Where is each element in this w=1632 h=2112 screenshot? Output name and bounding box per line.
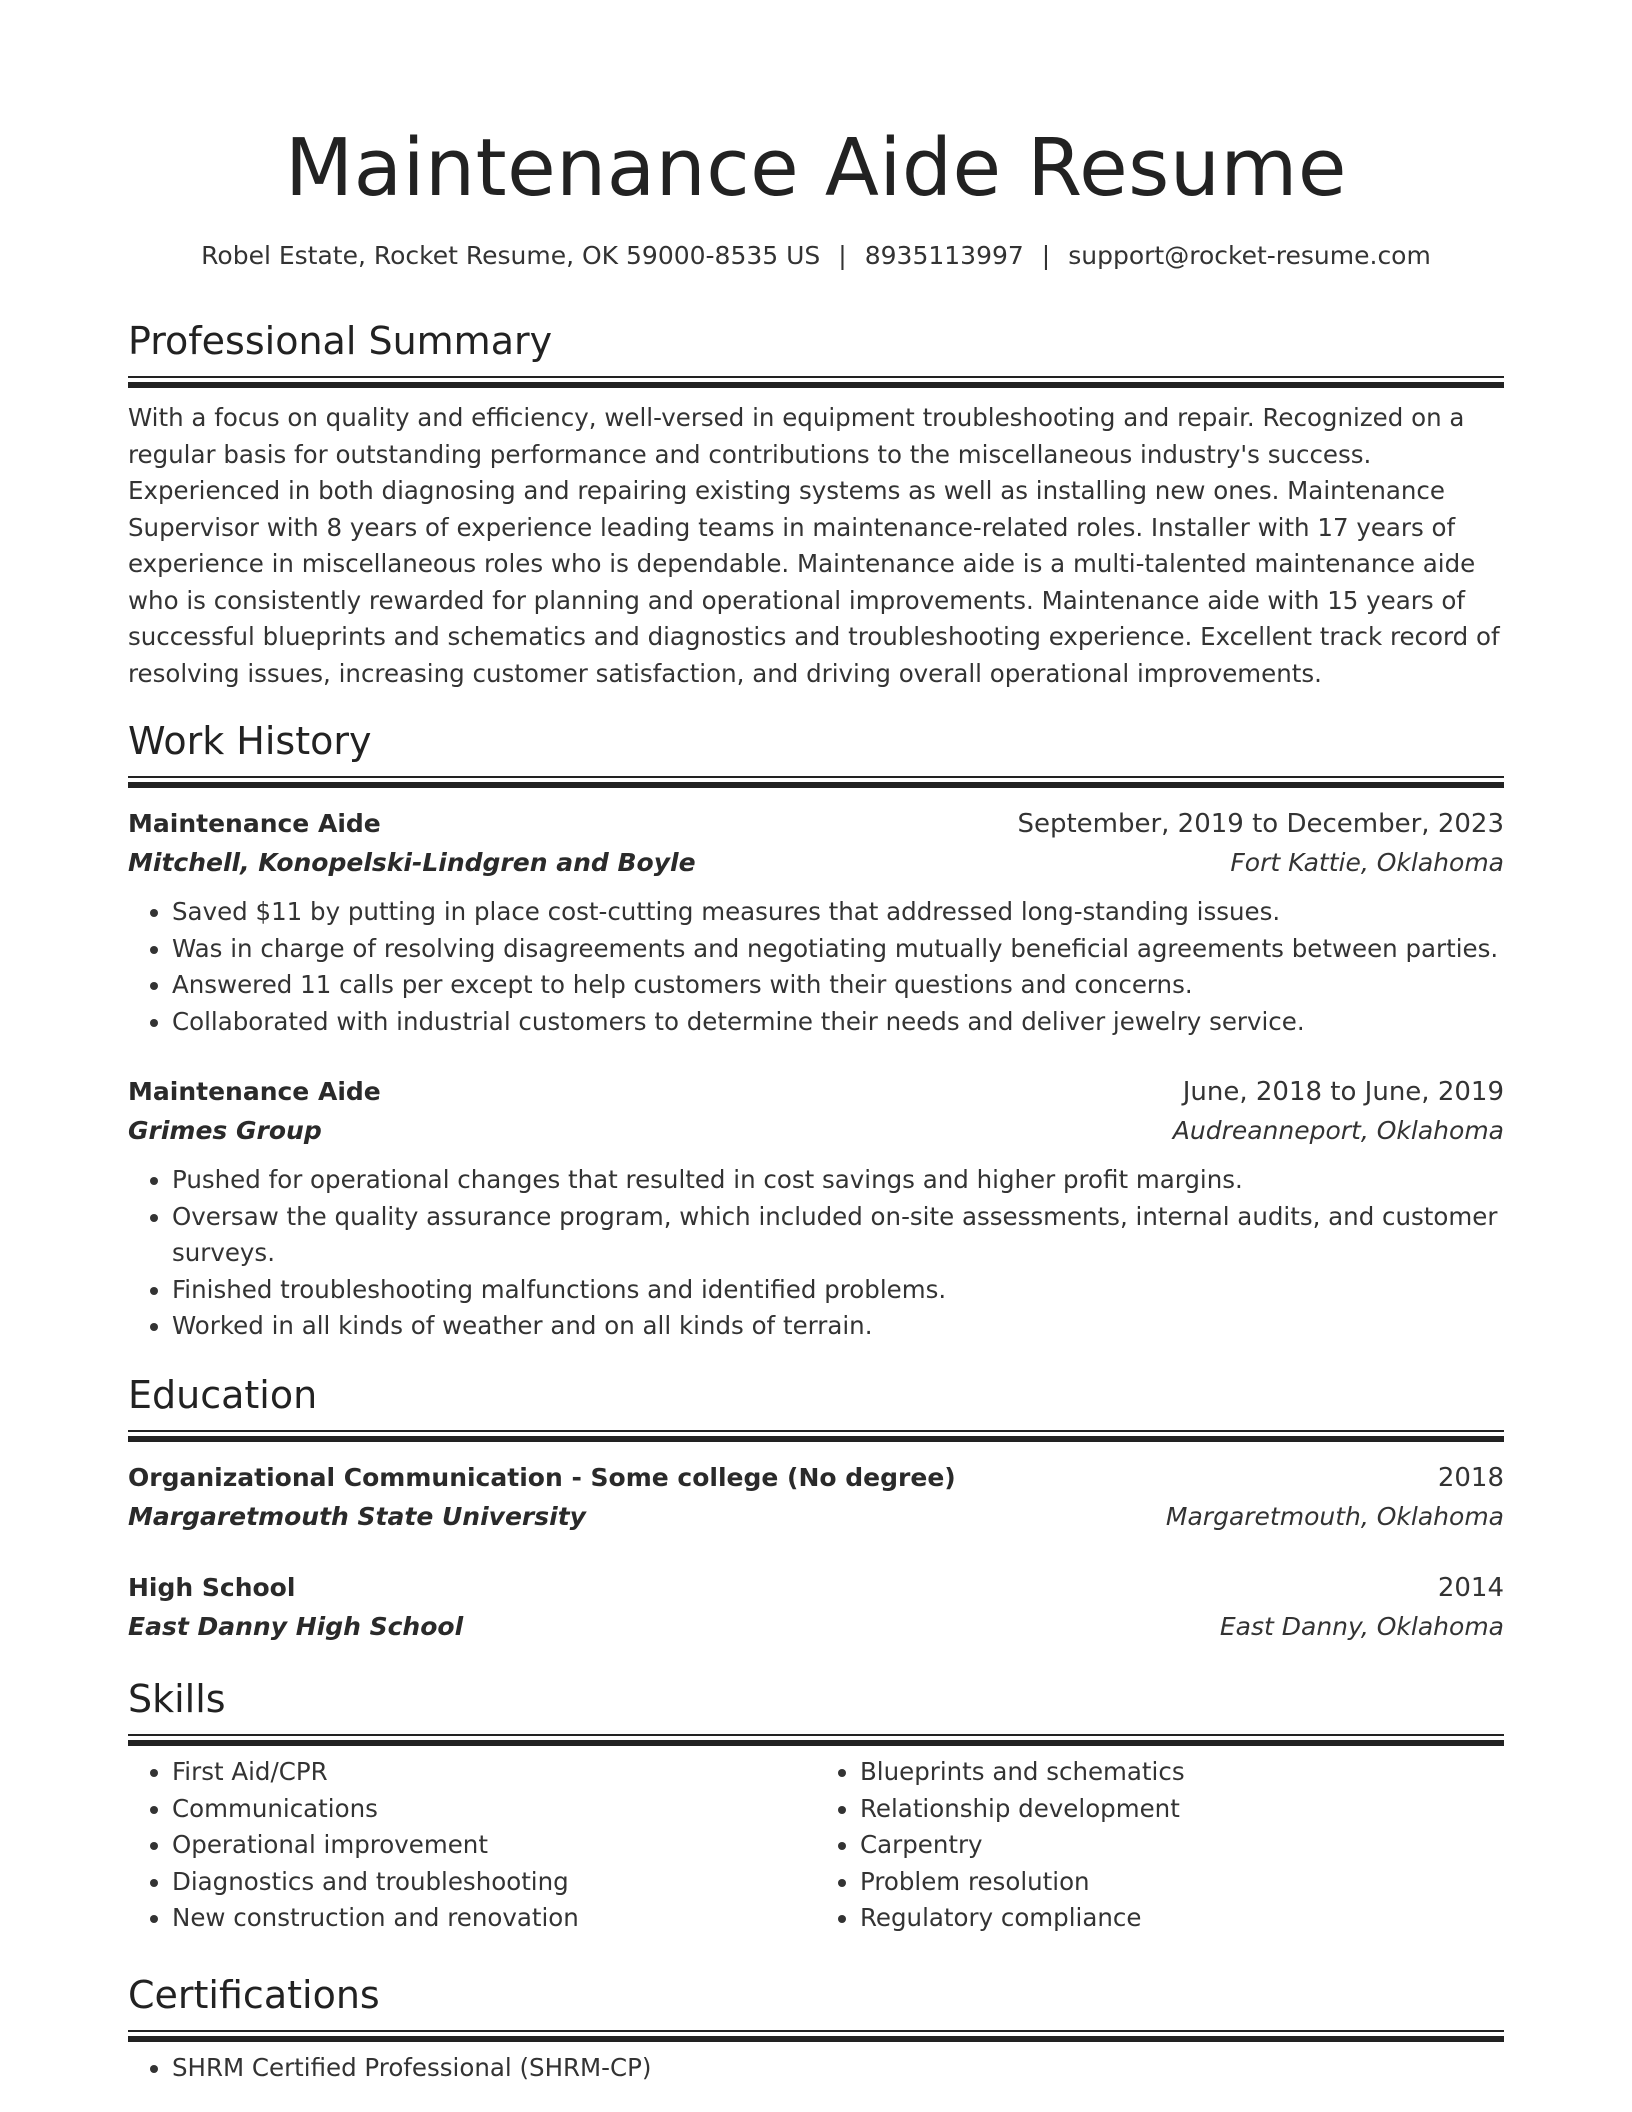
job-dates: September, 2019 to December, 2023 bbox=[1017, 809, 1504, 839]
job-entry bbox=[128, 1072, 1504, 1345]
contact-separator: | bbox=[838, 241, 847, 270]
skills-grid bbox=[128, 1754, 1504, 1937]
certifications-section bbox=[128, 1970, 1504, 2087]
skills-column-right bbox=[816, 1754, 1504, 1937]
certification-item: • SHRM Certified Professional (SHRM-CP) bbox=[172, 2050, 1504, 2087]
certifications-heading: Certifications bbox=[128, 1973, 380, 2017]
skill-item: • Communications bbox=[172, 1791, 816, 1828]
education-degree: Organizational Communication - Some college (No degree) bbox=[128, 1463, 956, 1492]
skills-heading: Skills bbox=[128, 1677, 226, 1721]
certifications-list bbox=[128, 2050, 1504, 2087]
job-bullet: • Saved $11 by putting in place cost-cutting measures that addressed long-standing issues. bbox=[172, 894, 1504, 931]
job-entry bbox=[128, 804, 1504, 1040]
job-company: Grimes Group bbox=[128, 1116, 322, 1145]
job-bullets bbox=[128, 1162, 1504, 1345]
job-dates: June, 2018 to June, 2019 bbox=[1182, 1077, 1504, 1107]
job-company: Mitchell, Konopelski-Lindgren and Boyle bbox=[128, 848, 696, 877]
job-bullet: • Finished troubleshooting malfunctions and identified problems. bbox=[172, 1272, 1504, 1309]
job-bullet: • Answered 11 calls per except to help customers with their questions and concerns. bbox=[172, 967, 1504, 1004]
contact-separator: | bbox=[1041, 241, 1051, 270]
job-bullet: • Was in charge of resolving disagreements and negotiating mutually beneficial agreements between parties. bbox=[172, 931, 1504, 968]
education-entry bbox=[128, 1458, 1504, 1536]
skill-item: • Problem resolution bbox=[860, 1864, 1504, 1901]
contact-email: support@rocket-resume.com bbox=[1068, 241, 1431, 270]
skills-section bbox=[128, 1674, 1504, 1937]
skill-item: • Diagnostics and troubleshooting bbox=[172, 1864, 816, 1901]
summary-text: With a focus on quality and efficiency, well-versed in equipment troubleshooting and repair. Recognized on a regular basis for outstanding performance and contributions to the miscellaneous industry's success. Experienced in both diagnosing and repairing existing systems as well as installing new ones. Maintenance Supervisor with 8 years of experience leading teams in maintenance-related roles. Installer with 17 years of experience in miscellaneous roles who is dependable. Maintenance aide is a multi-talented maintenance aide who is consistently rewarded for planning and operational improvements. Maintenance aide with 15 years of successful blueprints and schematics and diagnostics and troubleshooting experience. Excellent track record of resolving issues, increasing customer satisfaction, and driving overall operational improvements. bbox=[128, 403, 1500, 688]
skill-item: • New construction and renovation bbox=[172, 1900, 816, 1937]
job-location: Audreanneport, Oklahoma bbox=[1172, 1116, 1504, 1145]
contact-line bbox=[128, 238, 1504, 274]
education-degree: High School bbox=[128, 1573, 296, 1602]
education-school: Margaretmouth State University bbox=[128, 1502, 586, 1531]
skill-item: • Carpentry bbox=[860, 1827, 1504, 1864]
job-bullets bbox=[128, 894, 1504, 1040]
education-heading: Education bbox=[128, 1373, 318, 1417]
education-section bbox=[128, 1370, 1504, 1646]
job-title: Maintenance Aide bbox=[128, 1077, 381, 1106]
work-history-section bbox=[128, 716, 1504, 1345]
job-title: Maintenance Aide bbox=[128, 809, 381, 838]
education-location: East Danny, Oklahoma bbox=[1219, 1612, 1504, 1641]
skill-item: • First Aid/CPR bbox=[172, 1754, 816, 1791]
job-location: Fort Kattie, Oklahoma bbox=[1230, 848, 1504, 877]
skill-item: • Blueprints and schematics bbox=[860, 1754, 1504, 1791]
job-bullet: • Collaborated with industrial customers to determine their needs and deliver jewelry service. bbox=[172, 1004, 1504, 1041]
education-entry bbox=[128, 1568, 1504, 1646]
skill-item: • Regulatory compliance bbox=[860, 1900, 1504, 1937]
section-divider bbox=[128, 376, 1504, 390]
education-year: 2014 bbox=[1437, 1573, 1504, 1603]
job-bullet: • Worked in all kinds of weather and on all kinds of terrain. bbox=[172, 1308, 1504, 1345]
skills-column-left bbox=[128, 1754, 816, 1937]
skill-item: • Relationship development bbox=[860, 1791, 1504, 1828]
resume-title: Maintenance Aide Resume bbox=[285, 122, 1347, 214]
summary-heading: Professional Summary bbox=[128, 319, 553, 363]
contact-phone: 8935113997 bbox=[864, 241, 1024, 270]
section-divider bbox=[128, 1734, 1504, 1748]
section-divider bbox=[128, 2030, 1504, 2044]
work-history-heading: Work History bbox=[128, 719, 372, 763]
skill-item: • Operational improvement bbox=[172, 1827, 816, 1864]
summary-section bbox=[128, 316, 1504, 692]
education-location: Margaretmouth, Oklahoma bbox=[1165, 1502, 1504, 1531]
contact-address: Robel Estate, Rocket Resume, OK 59000-8535 US bbox=[201, 241, 821, 270]
section-divider bbox=[128, 776, 1504, 790]
section-divider bbox=[128, 1430, 1504, 1444]
education-school: East Danny High School bbox=[128, 1612, 464, 1641]
job-bullet: • Oversaw the quality assurance program, which included on-site assessments, internal audits, and customer surveys. bbox=[172, 1199, 1504, 1272]
education-year: 2018 bbox=[1437, 1463, 1504, 1493]
job-bullet: • Pushed for operational changes that resulted in cost savings and higher profit margins. bbox=[172, 1162, 1504, 1199]
